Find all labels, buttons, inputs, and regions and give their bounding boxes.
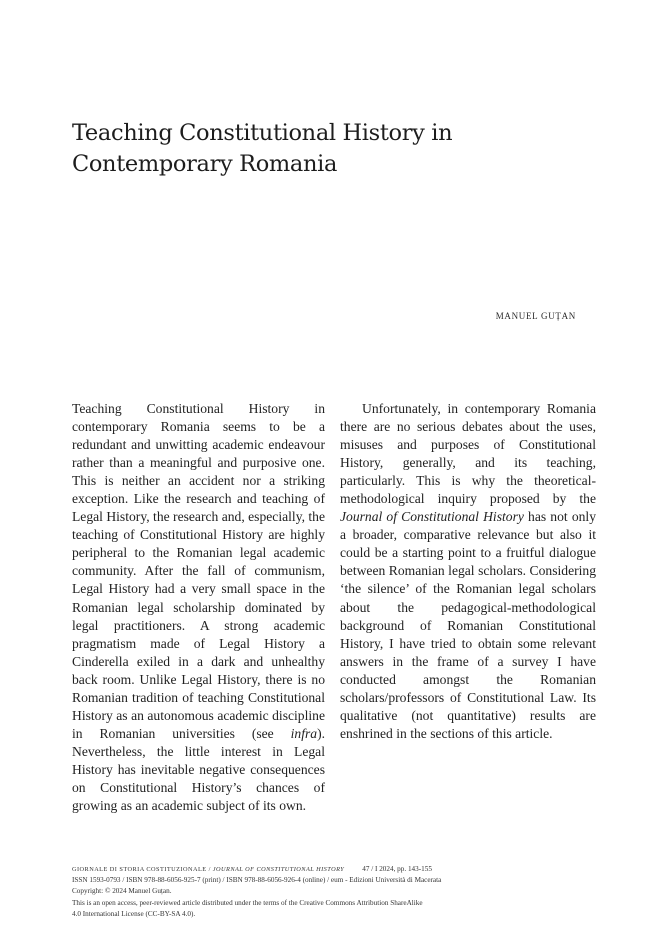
paragraph-text: has not only a broader, comparative relevance but also it could be a starting point to a fruitful dialogue between Romanian legal scholars. Considering ‘the silence’ of the Romanian legal scholars about the pedagogical-methodological background of Romanian Constitutional History, I have tried to obtain some relevant answers in the frame of a survey I have conducted amongst the Romanian scholars/professors of Constitutional Law. Its qualitative (not quantitative) results are enshrined in the sections of this article. (340, 509, 596, 741)
body-paragraph (340, 400, 596, 743)
body-column-left (72, 400, 325, 815)
journal-separator: / (206, 866, 213, 873)
paragraph-text: ). Nevertheless, the little interest in Legal History has inevitable negative consequences on Constitutional History’s chances of growing as an academic subject of its own. (72, 725, 325, 814)
body-paragraph (72, 400, 325, 815)
journal-name: GIORNALE DI STORIA COSTITUZIONALE (72, 866, 207, 873)
footer-journal-line (72, 864, 592, 875)
body-column-right (340, 400, 596, 743)
page-footer (72, 864, 592, 920)
journal-name-english: JOURNAL OF CONSTITUTIONAL HISTORY (212, 866, 345, 873)
issue-info: 47 / I 2024, pp. 143-155 (362, 865, 432, 873)
article-title: Teaching Constitutional History in Contemporary Romania (72, 120, 453, 177)
journal-title-italic: Journal of Constitutional History (340, 509, 524, 525)
author-name: MANUEL GUȚAN (495, 311, 576, 321)
paragraph-text: Teaching Constitutional History in contemporary Romania seems to be a redundant and unwitting academic endeavour rather than a meaningful and purposive one. This is neither an accident nor a striking exception. Like the research and teaching of Legal History, the research and, especially, the teaching of Constitutional History are highly peripheral to the Romanian legal academic community. After the fall of communism, Legal History had a very small space in the Romanian legal scholarship dominated by legal practitioners. A strong academic pragmatism made of Legal History a Cinderella exiled in a dark and unhealthy back room. Unlike Legal History, there is no Romanian tradition of teaching Constitutional History as an autonomous academic discipline in Romanian universities (see (72, 401, 326, 741)
footer-license-cont: 4.0 International License (CC-BY-SA 4.0). (72, 909, 196, 918)
footer-copyright: Copyright: © 2024 Manuel Guțan. (72, 887, 172, 896)
paragraph-text: Unfortunately, in contemporary Romania there are no serious debates about the uses, misuses and purposes of Constitutional History, generally, and its teaching, particularly. This is why the theoretical-methodological inquiry proposed by the (340, 401, 596, 507)
footer-isbn: ISSN 1593-0793 / ISBN 978-88-6056-925-7 (print) / ISBN 978-88-6056-926-4 (online) / eum - Edizioni Università di Macerata (72, 876, 442, 885)
footer-license: This is an open access, peer-reviewed article distributed under the terms of the Creative Commons Attribution ShareAlike (72, 898, 423, 907)
italic-term: infra (290, 725, 318, 741)
